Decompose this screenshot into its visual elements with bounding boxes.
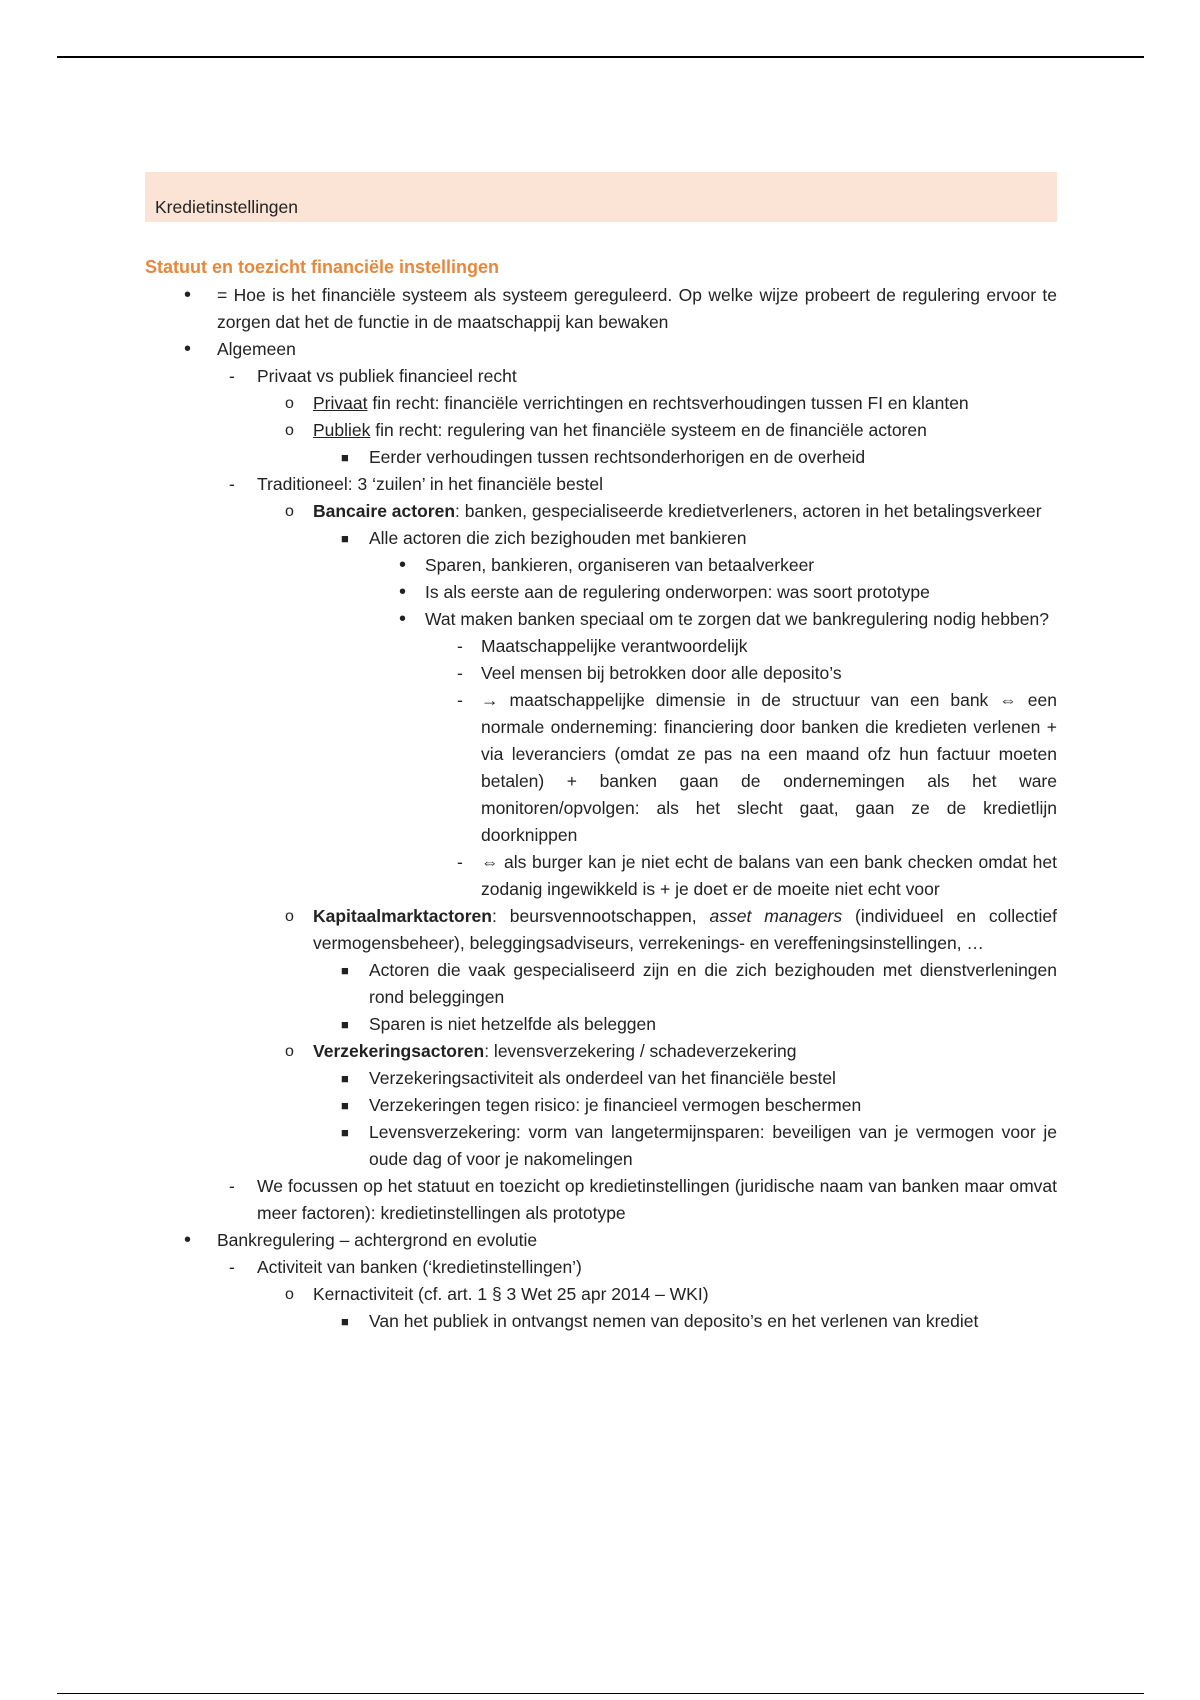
publiek-label: Publiek (313, 420, 371, 440)
kapitaal-italic: asset managers (709, 906, 843, 926)
intro-text: = Hoe is het financiële systeem als systeem gereguleerd. Op welke wijze probeert de regulering ervoor te zorgen dat het de functie in de maatschappij kan bewaken (217, 285, 1057, 332)
list-item (313, 1065, 1057, 1092)
bullet-circle-icon: o (285, 503, 294, 520)
kernactiviteit-text: Kernactiviteit (cf. art. 1 § 3 Wet 25 apr 2014 – WKI) (313, 1284, 709, 1304)
bullet-dash-icon: - (229, 1176, 235, 1196)
verzekering-sub-1: Verzekeringsactiviteit als onderdeel van het financiële bestel (369, 1068, 836, 1088)
kapitaal-definition-b: (individueel en collectief vermogensbeheer), beleggingsadviseurs, verrekenings- en vereffeningsinstellingen, … (313, 906, 1057, 953)
bullet-disc-icon: • (399, 554, 407, 576)
outline-level-1 (145, 282, 1057, 1335)
bullet-disc-icon: • (184, 284, 192, 306)
traditioneel-text: Traditioneel: 3 ‘zuilen’ in het financiële bestel (257, 474, 603, 494)
outline-level-5 (369, 552, 1057, 903)
bank-point-1: Sparen, bankieren, organiseren van betaalverkeer (425, 555, 815, 575)
algemeen-text: Algemeen (217, 339, 296, 359)
list-item (425, 687, 1057, 849)
verzekering-sub-2: Verzekeringen tegen risico: je financieel vermogen beschermen (369, 1095, 862, 1115)
bullet-square-icon: ■ (341, 1071, 349, 1086)
bullet-dash-icon: - (229, 474, 235, 494)
bullet-dash-icon: - (457, 690, 463, 710)
bullet-square-icon: ■ (341, 1314, 349, 1329)
outline-level-4 (313, 444, 1057, 471)
list-item (217, 1254, 1057, 1335)
bullet-square-icon: ■ (341, 1017, 349, 1032)
bottom-rule (57, 1693, 1144, 1694)
list-item (257, 1281, 1057, 1335)
list-item (313, 1011, 1057, 1038)
bullet-dash-icon: - (457, 636, 463, 656)
bancaire-sub-text: Alle actoren die zich bezighouden met bankieren (369, 528, 747, 548)
bullet-dash-icon: - (457, 663, 463, 683)
bullet-disc-icon: • (399, 608, 407, 630)
kapitaal-sub-2: Sparen is niet hetzelfde als beleggen (369, 1014, 657, 1034)
outline-level-6 (425, 633, 1057, 903)
list-item (369, 579, 1057, 606)
list-item (145, 336, 1057, 1227)
special-point-2: Veel mensen bij betrokken door alle deposito’s (481, 663, 842, 683)
bullet-square-icon: ■ (341, 1125, 349, 1140)
verzekering-text (313, 1038, 1057, 1065)
section-title: Statuut en toezicht financiële instellingen (145, 257, 500, 277)
outline-level-2 (217, 1254, 1057, 1335)
list-item (313, 444, 1057, 471)
list-item (257, 1038, 1057, 1173)
bancaire-label: Bancaire actoren (313, 501, 456, 521)
list-item (257, 390, 1057, 417)
privaat-text (313, 390, 1057, 417)
list-item (217, 363, 1057, 471)
kapitaal-definition-a: : beursvennootschappen, (491, 906, 710, 926)
bankregulering-text: Bankregulering – achtergrond en evolutie (217, 1230, 538, 1250)
kern-sub-text: Van het publiek in ontvangst nemen van deposito’s en het verlenen van krediet (369, 1311, 979, 1331)
bullet-circle-icon: o (285, 422, 294, 439)
bank-point-3: Wat maken banken speciaal om te zorgen dat we bankregulering nodig hebben? (425, 609, 1049, 629)
list-item (369, 552, 1057, 579)
list-item (425, 849, 1057, 903)
list-item (313, 1308, 1057, 1335)
outline-level-4 (313, 1065, 1057, 1173)
list-item (369, 606, 1057, 903)
outline-level-2 (217, 363, 1057, 1227)
bullet-circle-icon: o (285, 908, 294, 925)
publiek-text (313, 417, 1057, 444)
list-item (217, 471, 1057, 1173)
bullet-square-icon: ■ (341, 963, 349, 978)
bancaire-definition: : banken, gespecialiseerde kredietverleners, actoren in het betalingsverkeer (455, 501, 1042, 521)
verzekering-label: Verzekeringsactoren (313, 1041, 485, 1061)
bullet-square-icon: ■ (341, 531, 349, 546)
list-item (313, 525, 1057, 903)
bullet-dash-icon: - (457, 852, 463, 872)
special-point-3: → maatschappelijke dimensie in de structuur van een bank ⇔ een normale onderneming: financiering door banken die kredieten verlenen + via leveranciers (omdat ze pas na een maand ofz hun factuur moeten betalen) + banken gaan de ondernemingen als het ware monitoren/opvolgen: als het slecht gaat, gaan ze de kredietlijn doorknippen (481, 690, 1057, 845)
list-item (257, 903, 1057, 1038)
bullet-circle-icon: o (285, 1286, 294, 1303)
list-item (425, 633, 1057, 660)
list-item (313, 1119, 1057, 1173)
top-rule (57, 56, 1144, 58)
list-item (313, 1092, 1057, 1119)
list-item (313, 957, 1057, 1011)
outline-level-3 (257, 498, 1057, 1173)
outline-level-4 (313, 957, 1057, 1038)
privaat-vs-publiek-text: Privaat vs publiek financieel recht (257, 366, 517, 386)
bank-point-2: Is als eerste aan de regulering onderworpen: was soort prototype (425, 582, 930, 602)
kapitaal-text (313, 903, 1057, 957)
bullet-dash-icon: - (229, 1257, 235, 1277)
bancaire-text (313, 498, 1057, 525)
bullet-circle-icon: o (285, 1043, 294, 1060)
outline-level-4 (313, 1308, 1057, 1335)
privaat-label: Privaat (313, 393, 368, 413)
kapitaal-sub-1: Actoren die vaak gespecialiseerd zijn en die zich bezighouden met dienstverleningen rond beleggingen (369, 960, 1057, 1007)
outline-level-4 (313, 525, 1057, 903)
publiek-sub-text: Eerder verhoudingen tussen rechtsonderhorigen en de overheid (369, 447, 866, 467)
verzekering-sub-3: Levensverzekering: vorm van langetermijnsparen: beveiligen van je vermogen voor je oude dag of voor je nakomelingen (369, 1122, 1057, 1169)
list-item (425, 660, 1057, 687)
focus-text: We focussen op het statuut en toezicht op kredietinstellingen (juridische naam van banken maar omvat meer factoren): kredietinstellingen als prototype (257, 1176, 1057, 1223)
list-item (257, 417, 1057, 471)
outline-level-3 (257, 1281, 1057, 1335)
bullet-disc-icon: • (184, 1229, 192, 1251)
list-item (217, 1173, 1057, 1227)
privaat-definition: fin recht: financiële verrichtingen en rechtsverhoudingen tussen FI en klanten (367, 393, 969, 413)
bullet-circle-icon: o (285, 395, 294, 412)
kapitaal-label: Kapitaalmarktactoren (313, 906, 492, 926)
special-point-4: ⇔ als burger kan je niet echt de balans van een bank checken omdat het zodanig ingewikkeld is + je doet er de moeite niet echt voor (481, 852, 1057, 899)
verzekering-definition: : levensverzekering / schadeverzekering (484, 1041, 797, 1061)
bullet-square-icon: ■ (341, 1098, 349, 1113)
list-item (145, 1227, 1057, 1335)
document-body (145, 282, 1057, 1335)
chapter-header (145, 172, 1057, 222)
list-item (145, 282, 1057, 336)
bullet-disc-icon: • (399, 581, 407, 603)
publiek-definition: fin recht: regulering van het financiële systeem en de financiële actoren (370, 420, 927, 440)
outline-level-3 (257, 390, 1057, 471)
activiteit-text: Activiteit van banken (‘kredietinstellingen’) (257, 1257, 582, 1277)
bullet-dash-icon: - (229, 366, 235, 386)
chapter-title: Kredietinstellingen (155, 197, 299, 217)
list-item (257, 498, 1057, 903)
bullet-square-icon: ■ (341, 450, 349, 465)
bullet-disc-icon: • (184, 338, 192, 360)
special-point-1: Maatschappelijke verantwoordelijk (481, 636, 748, 656)
